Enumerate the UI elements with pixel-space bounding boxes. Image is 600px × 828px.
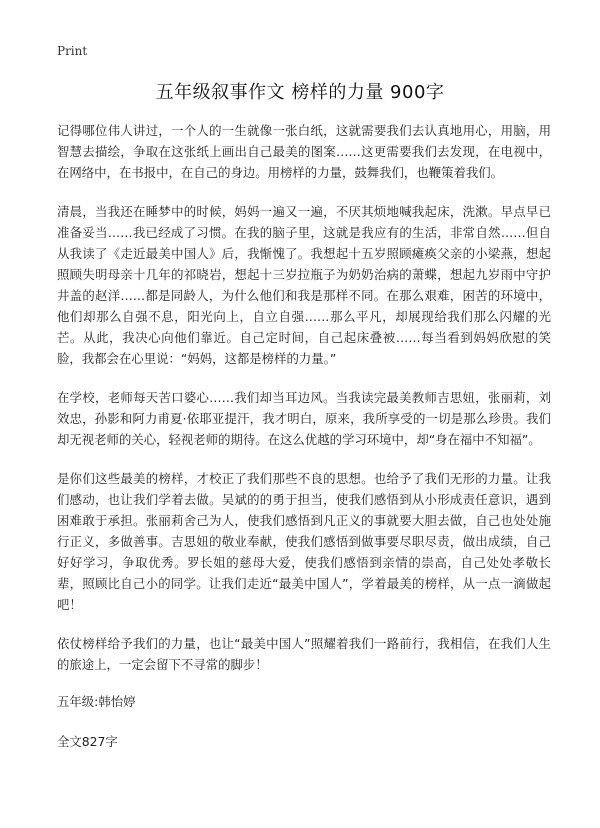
- paragraph-2: 清晨，当我还在睡梦中的时候，妈妈一遍又一遍，不厌其烦地喊我起床，洗漱。早点早已准备妥当……我已经成了习惯。在我的脑子里，这就是我应有的生活，非常自然……但自从我读了《走近最美中国人》后，我惭愧了。我想起十五岁照顾瘫痪父亲的小梁燕，想起照顾失明母亲十几年的祁晓岩，想起十三岁拉瓶子为奶奶治病的萧蝶，想起九岁雨中守护井盖的赵洋……都是同龄人，为什么他们和我是那样不同。在那么艰难，困苦的环境中，他们却那么自强不息，阳光向上，自立自强……那么平凡，却展现给我们那么闪耀的光芒。从此，我决心向他们靠近。自己定时间，自己起床叠被……每当看到妈妈欣慰的笑脸，我都会在心里说：“妈妈，这都是榜样的力量。”: [57, 204, 551, 366]
- paragraph-3: 在学校，老师每天苦口婆心……我们却当耳边风。当我读完最美教师吉思妞，张丽莉，刘效忠，孙影和阿力甫夏·依耶亚提汗，我才明白，原来，我所享受的一切是那么珍贵。我们却无视老师的关心，轻视老师的期待。在这么优越的学习环境中，却“身在福中不知福”。: [57, 390, 551, 447]
- paragraph-5: 依仗榜样给予我们的力量，也让“最美中国人”照耀着我们一路前行，我相信，在我们人生的旅途上，一定会留下不寻常的脚步！: [57, 636, 551, 672]
- article-body: [57, 120, 551, 751]
- word-count: 全文827字: [57, 734, 118, 749]
- paragraph-4: 是你们这些最美的榜样，才校正了我们那些不良的思想。也给予了我们无形的力量。让我们感动，也让我们学着去做。吴斌的的勇于担当，使我们感悟到从小形成责任意识，遇到困难敢于承担。张丽莉舍己为人，使我们感悟到凡正义的事就要大胆去做，自己也处处施行正义，多做善事。吉思妞的敬业奉献，使我们感悟到做事要尽职尽责，做出成绩，自己好好学习，争取优秀。罗长姐的慈母大爱，使我们感悟到亲情的崇高，自己处处孝敬长辈，照顾比自己小的同学。让我们走近“最美中国人”，学着最美的榜样，从一点一滴做起吧！: [57, 471, 551, 612]
- author-line: 五年级:韩怡婷: [57, 694, 136, 709]
- print-link[interactable]: Print: [57, 44, 88, 58]
- paragraph-1: 记得哪位伟人讲过，一个人的一生就像一张白纸，这就需要我们去认真地用心，用脑，用智慧去描绘，争取在这张纸上画出自己最美的图案……这更需要我们去发现，在电视中，在网络中，在书报中，在自己的身边。用榜样的力量，鼓舞我们，也鞭策着我们。: [57, 123, 551, 180]
- page-title: 五年级叙事作文 榜样的力量 900字: [155, 82, 445, 103]
